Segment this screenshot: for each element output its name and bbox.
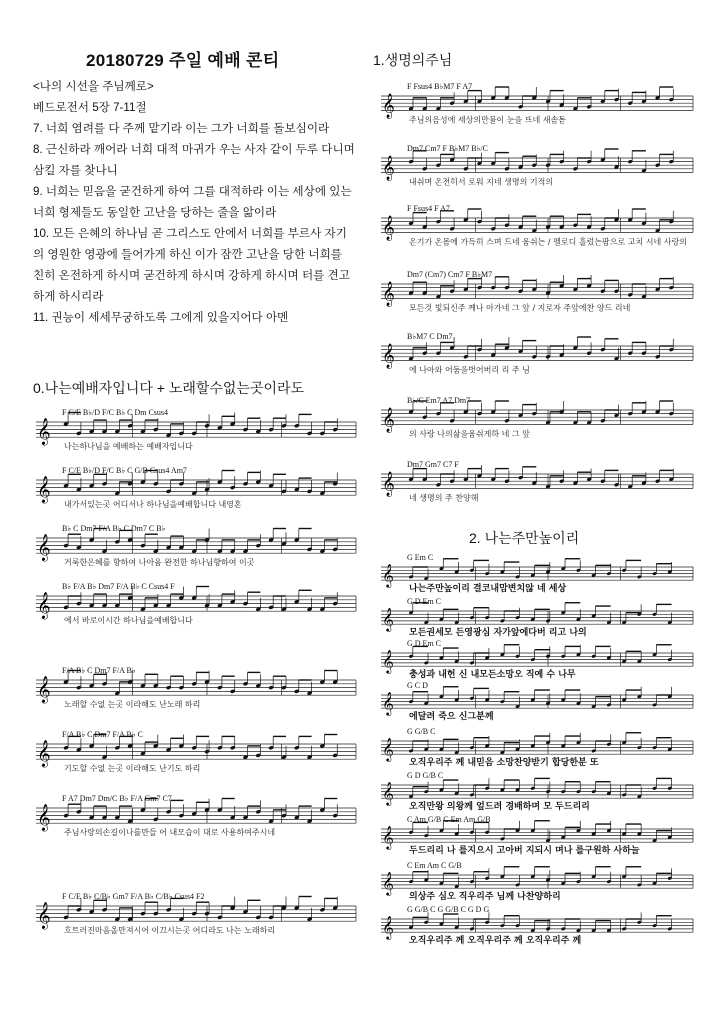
- chord-line: B♭M7 C Dm7: [407, 332, 453, 341]
- lyric-line: 충성과 내헌 신 내모든소망오 직예 수 나무: [409, 670, 576, 681]
- sermon-title: <나의 시선을 주님께로>: [33, 80, 154, 93]
- chord-line: C Am G/B C Em Am G/B: [407, 815, 491, 824]
- staff-system: [381, 270, 693, 312]
- chord-line: F Fsus4 B♭M7 F A7: [407, 82, 473, 91]
- song-2-heading: 2. 나는주만높이리: [469, 530, 580, 546]
- treble-clef-icon: 𝄞: [382, 281, 395, 307]
- staff-system: [381, 681, 693, 722]
- chord-line: Dm7 Cm7 F B♭M7 B♭/C: [407, 144, 488, 153]
- treble-clef-icon: 𝄞: [382, 407, 395, 433]
- chord-line: F Fsus4 F A7: [407, 204, 450, 213]
- staff-system: [36, 408, 356, 451]
- staff-system: [381, 861, 693, 902]
- treble-clef-icon: 𝄞: [37, 419, 51, 446]
- treble-clef-icon: 𝄞: [37, 903, 51, 930]
- chord-line: Dm7 (Cm7) Cm7 F B♭M7: [407, 270, 493, 279]
- chord-line: B♭ C Dm7 F/A B♭ C Dm7 C B♭: [62, 524, 166, 533]
- treble-clef-icon: 𝄞: [37, 477, 51, 504]
- staff-system: [36, 794, 356, 837]
- chord-line: F C/E B♭/D F/C B♭ C Dm Csus4: [62, 408, 169, 417]
- treble-clef-icon: 𝄞: [382, 826, 394, 850]
- song-1-sheet-music: [375, 70, 697, 515]
- song-1-heading: 1.생명의주님: [373, 52, 453, 68]
- staff-system: [381, 597, 693, 638]
- lyric-line: 모든권세모 든영광심 자가앞에다버 리고 나의: [409, 628, 587, 639]
- treble-clef-icon: 𝄞: [37, 593, 51, 620]
- chord-line: B♭ F/A B♭ Dm7 F/A B♭ C Csus4 F: [62, 582, 175, 591]
- scripture-reference: 베드로전서 5장 7-11절: [33, 101, 147, 114]
- staff-system: [381, 905, 693, 946]
- verse-7: 7. 너희 염려를 다 주께 맡기라 이는 그가 너희를 돌보심이라: [33, 122, 330, 135]
- treble-clef-icon: 𝄞: [382, 872, 394, 896]
- treble-clef-icon: 𝄞: [37, 805, 51, 832]
- lyric-line: 흐트러진마음올만져시어 이끄시는곳 어디라도 나는 노래하리: [64, 926, 276, 936]
- lyric-line: 온기가 온몸에 가득히 스며 드네 움쉬는 / 멜로디 흘렀는팜으로 고치 시네 사랑의: [409, 237, 687, 247]
- verse-9: 9. 너희는 믿음을 굳건하게 하여 그를 대적하라 이는 세상에 있는 너희 형제들도 동일한 고난을 당하는 줄을 앎이라: [33, 185, 352, 219]
- verse-8: 8. 근신하라 깨어라 너희 대적 마귀가 우는 사자 같이 두루 다니며 삼킬 자를 찾나니: [33, 143, 355, 177]
- lyric-line: 나는주만높이리 결코내맘변치않 네 세상: [409, 584, 567, 595]
- staff-system: [36, 582, 356, 625]
- chord-line: F C/E B♭/D F/C B♭ C G/B Csus4 Am7: [62, 466, 187, 475]
- staff-system: [381, 553, 693, 594]
- staff-system: [381, 460, 693, 502]
- treble-clef-icon: 𝄞: [382, 343, 395, 369]
- lyric-line: 내쉬며 온전히서 로워 지네 생명의 기적의: [409, 177, 554, 187]
- chord-line: G Em C: [407, 553, 434, 562]
- lyric-line: 에 나아와 어둠을벗어버리 리 주 님: [409, 365, 530, 375]
- staff-system: [36, 666, 356, 709]
- treble-clef-icon: 𝄞: [382, 608, 394, 632]
- staff-svg: [30, 400, 360, 990]
- treble-clef-icon: 𝄞: [382, 916, 394, 940]
- lyric-line: 나는하나님을 예배하는 예배자입니다: [64, 442, 193, 452]
- lyric-line: 오직만왕 의왕께 엎드려 경배하며 모 두드리리: [409, 802, 590, 813]
- chord-line: F C/E B♭ C/B♭ Gm7 F/A B♭ C/B♭ Csus4 F2: [62, 892, 205, 901]
- treble-clef-icon: 𝄞: [382, 564, 394, 588]
- lyric-line: 모든것 빛되신주 께나 아가네 그 앞 / 지로자 주앞에찬 양드 리네: [409, 303, 631, 313]
- staff-system: [36, 730, 356, 773]
- staff-system: [381, 815, 693, 856]
- staff-system: [381, 639, 693, 680]
- chord-line: C Em Am C G/B: [407, 861, 462, 870]
- chord-line: G G/B C: [407, 727, 436, 736]
- treble-clef-icon: 𝄞: [382, 782, 394, 806]
- song-0-heading: 0.나는예배자입니다 + 노래할수없는곳이라도: [33, 380, 305, 396]
- staff-system: [36, 466, 356, 509]
- treble-clef-icon: 𝄞: [382, 155, 395, 181]
- staff-system: [381, 332, 693, 374]
- treble-clef-icon: 𝄞: [382, 650, 394, 674]
- chord-line: G D Em C: [407, 639, 441, 648]
- staff-system: [381, 204, 693, 246]
- lyric-line: 두드리리 나 를지으시 고아버 지되시 며나 를구원하 사하늘: [409, 846, 640, 857]
- staff-system: [381, 396, 693, 438]
- chord-line: F/A B♭ C Dm7 F/A B♭ C: [62, 730, 143, 739]
- lyric-line: 거룩한은혜를 향하여 나아옴 완전한 하나님향하여 이곳: [64, 558, 255, 568]
- lyric-line: 내가서있는곳 어디서나 하나님을예배합니다 내영혼: [64, 500, 242, 510]
- treble-clef-icon: 𝄞: [382, 692, 394, 716]
- chord-line: G C D: [407, 681, 428, 690]
- lyric-line: 노래할 수없 는곳 이라해도 난노래 하리: [64, 700, 201, 710]
- treble-clef-icon: 𝄞: [37, 741, 51, 768]
- staff-system: [381, 144, 693, 186]
- lyric-line: 에서 바로이시간 하나님을예배합니다: [64, 616, 193, 626]
- staff-system: [381, 727, 693, 768]
- chord-line: Dm7 Gm7 C7 F: [407, 460, 459, 469]
- staff-system: [36, 892, 356, 935]
- verse-11: 11. 권능이 세세무궁하도록 그에게 있을지어다 아멘: [33, 311, 289, 324]
- treble-clef-icon: 𝄞: [382, 215, 395, 241]
- treble-clef-icon: 𝄞: [37, 535, 51, 562]
- lyric-line: 의 사랑 나의삶을움쉬게하 네 그 앞: [409, 429, 530, 439]
- chord-line: F/A B♭ C Dm7 F/A B♭: [62, 666, 136, 675]
- staff-system: [381, 771, 693, 812]
- staff-system: [36, 524, 356, 567]
- lyric-line: 오직우리주 께 내믿음 소망찬양받기 합당한분 또: [409, 758, 599, 769]
- lyric-line: 네 생명의 주 찬양해: [409, 493, 479, 503]
- treble-clef-icon: 𝄞: [37, 677, 51, 704]
- chord-line: G D Em C: [407, 597, 441, 606]
- verse-10: 10. 모든 은혜의 하나님 곧 그리스도 안에서 너희를 부르사 자기의 영원한 영광에 들어가게 하신 이가 잠깐 고난을 당한 너희를 친히 온전하게 하시며 굳건하게 하시며 강하게 하시며 터를 견고하게 하시리라: [33, 227, 350, 303]
- lyric-line: 주님사랑의손길이나를만들 어 내모습이 대로 사용하여주시네: [64, 828, 276, 838]
- treble-clef-icon: 𝄞: [382, 93, 395, 119]
- page-title: 20180729 주일 예배 콘티: [86, 51, 280, 70]
- song-2-sheet-music: [375, 545, 697, 965]
- staff-svg: [375, 70, 697, 515]
- song-0-sheet-music: [30, 400, 360, 990]
- chord-line: B♭/C Em7 A7 Dm7: [407, 396, 471, 405]
- lyric-line: 주님의음성에 세상의만물이 눈을 뜨네 새솜돋: [409, 115, 567, 125]
- scripture-block: [33, 76, 355, 328]
- staff-svg: [375, 545, 697, 965]
- lyric-line: 기도할 수없 는곳 이라해도 난기도 하리: [64, 764, 201, 774]
- treble-clef-icon: 𝄞: [382, 738, 394, 762]
- lyric-line: 의상주 심오 직우리주 님께 나찬양하리: [409, 892, 561, 903]
- chord-line: G G/B C G G/B C G D G: [407, 905, 490, 914]
- chord-line: G D G/B C: [407, 771, 444, 780]
- chord-line: F A7 Dm7 Dm/C B♭ F/A Gm7 C7: [62, 794, 172, 803]
- lyric-line: 에달려 죽으 신그분께: [409, 712, 494, 723]
- treble-clef-icon: 𝄞: [382, 471, 395, 497]
- lyric-line: 오직우리주 께 오직우리주 께 오직우리주 께: [409, 936, 582, 947]
- staff-system: [381, 82, 693, 124]
